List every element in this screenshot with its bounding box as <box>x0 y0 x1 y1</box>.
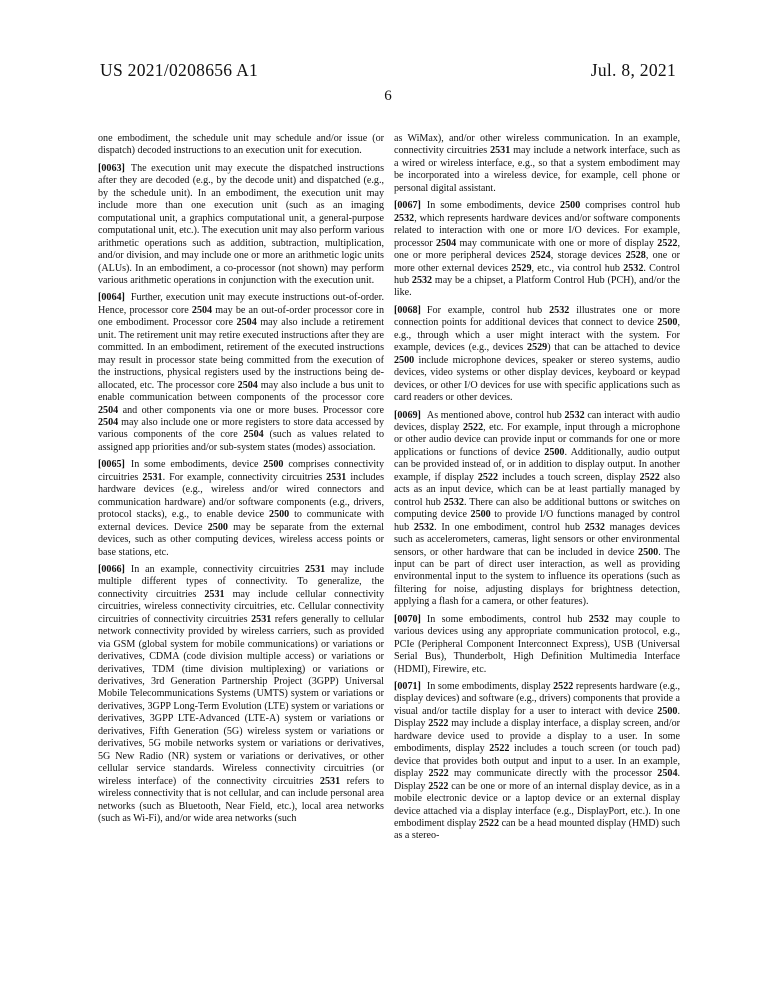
paragraph-text: As mentioned above, control hub 2532 can interact with audio devices, display 2522, etc. For example, input through a microphone or other audio device can provide input or commands for one or more applications or functions of device 2500. Additionally, audio output can be provided instead of, or in addition to display output. In another example, if display 2522 includes a touch screen, display 2522 also acts as an input device, which can be at least partially managed by control hub 2532. There can also be additional buttons or switches on computing device 2500 to provide I/O functions managed by control hub 2532. In one embodiment, control hub 2532 manages devices such as accelerometers, cameras, light sensors or other environmental sensors, or other hardware that can be included in device 2500. The input can be part of direct user interaction, as well as providing environmental input to the system to influence its operations (such as filtering for noise, adjusting displays for brightness detection, applying a flash for a camera, or other features). <box>394 409 681 608</box>
paragraph <box>98 133 384 158</box>
right-column <box>394 133 680 848</box>
paragraph <box>98 163 384 288</box>
paragraph <box>98 292 384 454</box>
paragraph-text: In some embodiments, control hub 2532 may couple to various devices using any appropriate communication protocol, e.g., PCIe (Peripheral Component Interconnect Express), USB (Universal Serial Bus), Thunderbolt, High Definition Multimedia Interface (HDMI), Firewire, etc. <box>394 613 680 675</box>
paragraph-number: [0063] <box>98 162 125 174</box>
paragraph <box>394 200 680 300</box>
paragraph-text: as WiMax), and/or other wireless communication. In an example, connectivity circuitries 2531 may include a network interface, such as a wired or wireless interface, e.g., so that a system embodiment may be incorporated into a wireless device, for example, cell phone or personal digital assistant. <box>394 133 681 194</box>
paragraph <box>394 305 680 405</box>
paragraph <box>394 614 680 676</box>
paragraph-text: one embodiment, the schedule unit may schedule and/or issue (or dispatch) decoded instructions to an execution unit for execution. <box>98 133 384 157</box>
paragraph-number: [0070] <box>394 613 421 625</box>
paragraph <box>394 681 680 843</box>
paragraph-number: [0069] <box>394 409 421 421</box>
left-column <box>98 133 384 830</box>
paragraph-number: [0066] <box>98 563 125 575</box>
paragraph-number: [0071] <box>394 681 421 693</box>
paragraph-text: In some embodiments, display 2522 represents hardware (e.g., display devices) and software (e.g., drivers) components that provide a visual and/or tactile display for a user to interact with device 2500. Display 2522 may include a display interface, a display screen, and/or hardware device used to provide a display to a user. In some embodiments, display 2522 includes a touch screen (or touch pad) device that provides both output and input to a user. In an example, display 2522 may communicate directly with the processor 2504. Display 2522 can be one or more of an internal display device, as in a mobile electronic device or a laptop device or an external display device attached via a display interface (e.g., DisplayPort, etc.). In one embodiment display 2522 can be a head mounted display (HMD) such as a stereo- <box>394 681 681 842</box>
publication-date: Jul. 8, 2021 <box>590 60 676 80</box>
paragraph-text: In some embodiments, device 2500 comprises control hub 2532, which represents hardware devices and/or software components related to interaction with one or more I/O devices. For example, processor 2504 may communicate with one or more of display 2522, one or more peripheral devices 2524, storage devices 2528, one or more other external devices 2529, etc., via control hub 2532. Control hub 2532 may be a chipset, a Platform Control Hub (PCH), and/or the like. <box>394 200 681 299</box>
paragraph-text: For example, control hub 2532 illustrates one or more connection points for additional devices that connect to device 2500, e.g., through which a user might interact with the system. For example, devices (e.g., devices 2529) that can be attached to device 2500 include microphone devices, speaker or stereo systems, audio devices, video systems or other display devices, keyboard or keypad devices, or other I/O devices for use with specific applications such as card readers or other devices. <box>394 304 681 404</box>
paragraph-text: The execution unit may execute the dispatched instructions after they are decoded (e.g., by the decode unit) and dispatched (e.g., by the schedule unit). In an embodiment, the execution unit may include more than one execution unit (such as an imaging computational unit, a graphics computational unit, a general-purpose computational unit, etc.). The execution unit may also perform various arithmetic operations such as addition, subtraction, multiplication, and/or division, and may include one or more an arithmetic logic units (ALUs). In an embodiment, a co-processor (not shown) may perform various arithmetic operations in conjunction with the execution unit. <box>98 162 384 286</box>
paragraph-number: [0064] <box>98 292 125 304</box>
page-number: 6 <box>384 88 392 104</box>
paragraph-number: [0065] <box>98 459 125 471</box>
page-header <box>100 60 676 90</box>
paragraph <box>98 564 384 826</box>
paragraph-text: Further, execution unit may execute instructions out-of-order. Hence, processor core 2504 may be an out-of-order processor core in one embodiment. Processor core 2504 may also include a retirement unit. The retirement unit may retire executed instructions after they are committed. In an embodiment, retirement of the executed instructions may result in processor state being committed from the execution of the instructions, physical registers used by the instructions being de-allocated, etc. The processor core 2504 may also include a bus unit to enable communication between components of the processor core 2504 and other components via one or more buses. Processor core 2504 may also include one or more registers to store data accessed by various components of the core 2504 (such as values related to assigned app priorities and/or sub-system states (modes) association. <box>98 292 385 453</box>
paragraph-text: In some embodiments, device 2500 comprises connectivity circuitries 2531. For example, connectivity circuitries 2531 includes hardware devices (e.g., wireless and/or wired connectors and communication hardware) and/or software components (e.g., drivers, protocol stacks), e.g., to enable device 2500 to communicate with external devices. Device 2500 may be separate from the external devices, such as other computing devices, wireless access points or base stations, etc. <box>98 459 384 558</box>
paragraph-text: In an example, connectivity circuitries 2531 may include multiple different types of connectivity. To generalize, the connectivity circuitries 2531 may include cellular connectivity circuitries, wireless connectivity circuitries, etc. Cellular connectivity circuitries of connectivity circuitries 2531 refers generally to cellular network connectivity provided by wireless carriers, such as provided via GSM (global system for mobile communications) or variations or derivatives, CDMA (code division multiple access) or variations or derivatives, TDM (time division multiplexing) or variations or derivatives, 3rd Generation Partnership Project (3GPP) Universal Mobile Telecommunications Systems (UMTS) system or variations or derivatives, 3GPP Long-Term Evolution (LTE) system or variations or derivatives, 3GPP LTE-Advanced (LTE-A) system or variations or derivatives, Fifth Generation (5G) wireless system or variations or derivatives, 5G mobile networks system or variations or derivatives, 5G New Radio (NR) system or variations or derivatives, or other cellular service standards. Wireless connectivity circuitries (or wireless interface) of the connectivity circuitries 2531 refers to wireless connectivity that is not cellular, and can include personal area networks (such as Bluetooth, Near Field, etc.), local area networks (such as Wi-Fi), and/or wide area networks (such <box>98 563 384 825</box>
paragraph-number: [0067] <box>394 200 421 212</box>
paragraph <box>98 459 384 559</box>
paragraph <box>394 410 680 609</box>
publication-number: US 2021/0208656 A1 <box>100 60 259 80</box>
paragraph <box>394 133 680 195</box>
paragraph-number: [0068] <box>394 304 421 316</box>
